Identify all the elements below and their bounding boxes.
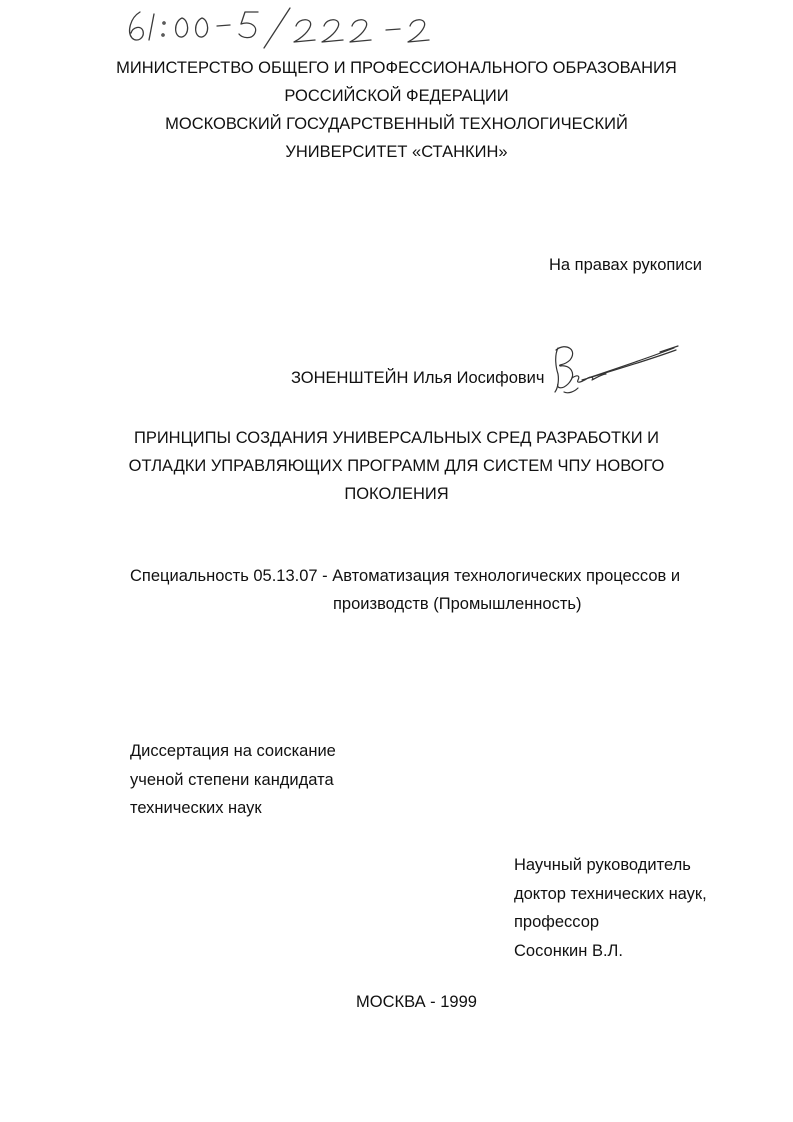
dissertation-title <box>0 424 793 508</box>
title-line-3: ПОКОЛЕНИЯ <box>344 485 449 503</box>
degree-line-3: технических наук <box>130 799 262 817</box>
specialty-line-2: производств (Промышленность) <box>333 595 582 613</box>
title-line-2: ОТЛАДКИ УПРАВЛЯЮЩИХ ПРОГРАММ ДЛЯ СИСТЕМ ЧПУ НОВОГО <box>128 457 665 475</box>
supervisor-line-3: профессор <box>514 913 600 931</box>
supervisor-line-2: доктор технических наук, <box>514 884 707 903</box>
degree-line-1: Диссертация на соискание <box>130 742 336 760</box>
degree-line-2: ученой степени кандидата <box>130 770 334 789</box>
degree-statement <box>130 737 336 823</box>
signature-icon <box>548 338 683 400</box>
ministry-line-2: РОССИЙСКОЙ ФЕДЕРАЦИИ <box>284 87 509 105</box>
specialty-line-1: Специальность 05.13.07 - Автоматизация технологических процессов и <box>130 567 681 585</box>
ministry-line-4: УНИВЕРСИТЕТ «СТАНКИН» <box>285 143 508 161</box>
supervisor-line-4: Сосонкин В.Л. <box>514 941 623 960</box>
handwritten-catalog-number <box>118 4 448 50</box>
rights-note: На правах рукописи <box>549 256 702 274</box>
ministry-header <box>0 54 793 166</box>
supervisor-block <box>514 851 707 965</box>
supervisor-line-1: Научный руководитель <box>514 856 691 874</box>
title-line-1: ПРИНЦИПЫ СОЗДАНИЯ УНИВЕРСАЛЬНЫХ СРЕД РАЗРАБОТКИ И <box>133 429 660 447</box>
author-name: ЗОНЕНШТЕЙН Илья Иосифович <box>291 369 545 387</box>
city-year: МОСКВА - 1999 <box>356 993 477 1011</box>
ministry-line-1: МИНИСТЕРСТВО ОБЩЕГО И ПРОФЕССИОНАЛЬНОГО ОБРАЗОВАНИЯ <box>116 59 677 77</box>
ministry-line-3: МОСКОВСКИЙ ГОСУДАРСТВЕННЫЙ ТЕХНОЛОГИЧЕСКИЙ <box>165 115 628 133</box>
